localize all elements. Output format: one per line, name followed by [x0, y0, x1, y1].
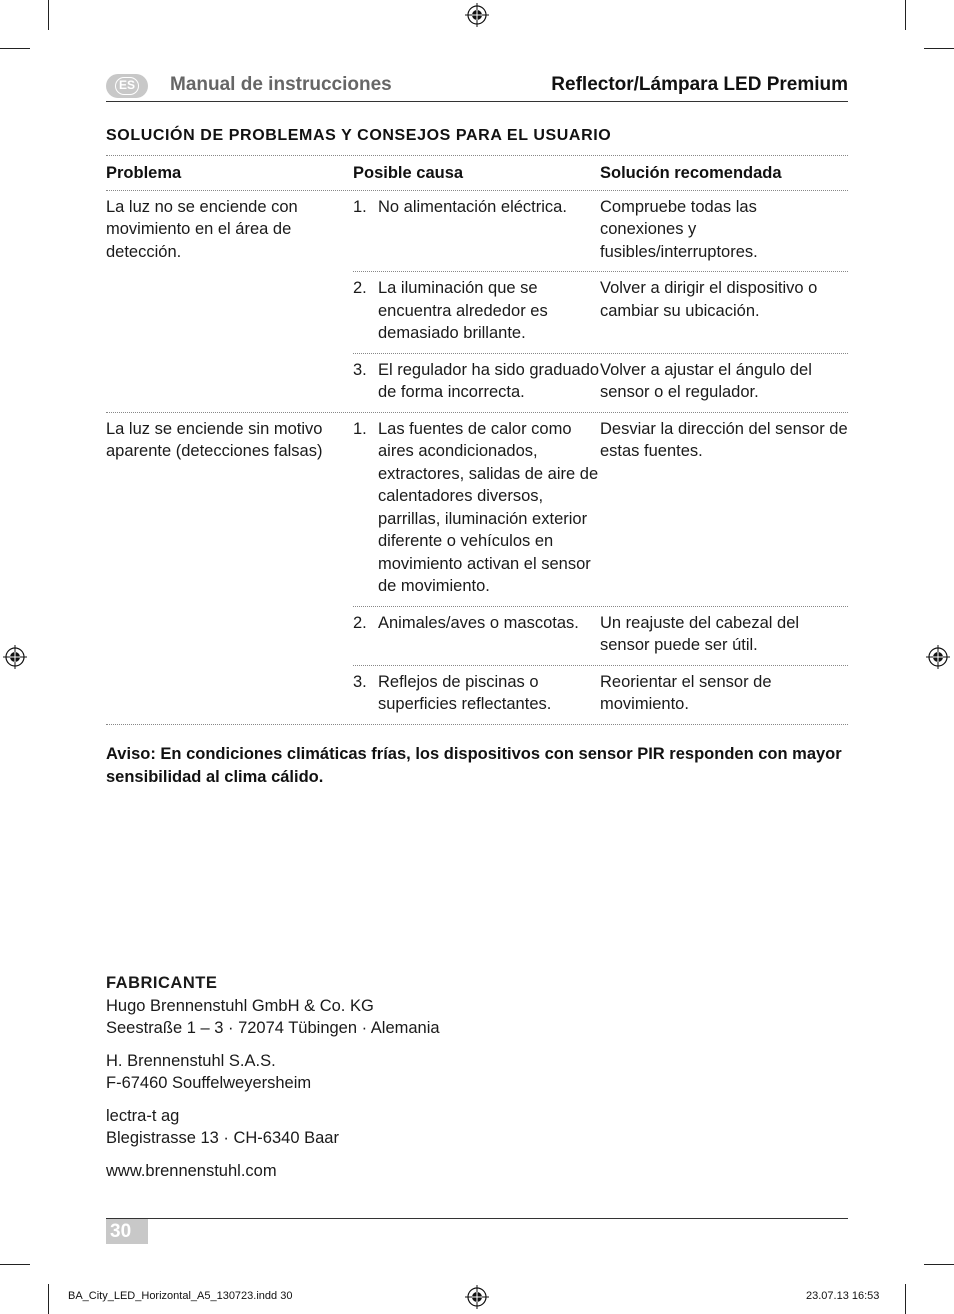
section-title: SOLUCIÓN DE PROBLEMAS Y CONSEJOS PARA EL USUARIO	[106, 127, 612, 144]
registration-mark-icon	[465, 1285, 489, 1309]
cause-row	[353, 606, 848, 665]
slug-filename: BA_City_LED_Horizontal_A5_130723.indd 30	[68, 1290, 293, 1302]
footer-rule	[106, 1218, 848, 1219]
company-name: Hugo Brennenstuhl GmbH & Co. KG	[106, 996, 374, 1015]
company-name: H. Brennenstuhl S.A.S.	[106, 1051, 276, 1070]
company-address: Blegistrasse 13 · CH-6340 Baar	[106, 1129, 339, 1147]
registration-mark-icon	[3, 645, 27, 669]
crop-mark	[924, 48, 954, 49]
website-link[interactable]: www.brennenstuhl.com	[106, 1161, 277, 1180]
crop-mark	[0, 48, 30, 49]
crop-mark	[924, 1264, 954, 1265]
crop-mark	[905, 1284, 906, 1314]
problem-cell: La luz se enciende sin motivo aparente (detecciones falsas)	[106, 419, 323, 460]
manufacturer-label: FABRICANTE	[106, 974, 218, 992]
cause-text: Reflejos de piscinas o superficies reflectantes.	[378, 672, 552, 713]
language-code: ES	[115, 77, 139, 95]
cause-row	[353, 665, 848, 724]
cause-row	[353, 413, 848, 606]
solution-cell: Compruebe todas las conexiones y fusibles/interruptores.	[600, 197, 758, 261]
problem-cell: La luz no se enciende con movimiento en el área de detección.	[106, 197, 298, 261]
cause-text: Las fuentes de calor como aires acondicionados, extractores, salidas de aire de calentadores diversos, parrillas, iluminación exterior diferente o vehículos en movimiento activan el sensor de movimiento.	[378, 419, 599, 595]
troubleshooting-table	[106, 155, 848, 725]
language-badge	[106, 74, 148, 98]
cause-row	[353, 353, 848, 412]
company-name: lectra-t ag	[106, 1106, 180, 1125]
notice-text: Aviso: En condiciones climáticas frías, los dispositivos con sensor PIR responden con mayor sensibilidad al clima cálido.	[106, 745, 842, 786]
solution-cell: Volver a dirigir el dispositivo o cambiar su ubicación.	[600, 279, 818, 320]
table-header-row	[106, 155, 848, 190]
registration-mark-icon	[465, 3, 489, 27]
cause-number: 2.	[353, 279, 367, 297]
cause-row	[353, 191, 848, 272]
crop-mark	[48, 0, 49, 30]
column-header-cause: Posible causa	[353, 164, 464, 182]
cause-number: 1.	[353, 419, 367, 438]
manual-title: Manual de instrucciones	[170, 74, 392, 95]
table-row	[106, 412, 848, 725]
registration-mark-icon	[926, 645, 950, 669]
company-address: Seestraße 1 – 3 · 72074 Tübingen · Alemania	[106, 1019, 440, 1037]
cause-text: La iluminación que se encuentra alrededor es demasiado brillante.	[378, 279, 548, 342]
crop-mark	[905, 0, 906, 30]
cause-number: 3.	[353, 672, 367, 691]
column-header-problem: Problema	[106, 164, 182, 182]
solution-cell: Desviar la dirección del sensor de estas fuentes.	[600, 419, 848, 460]
company-address: F-67460 Souffelweyersheim	[106, 1074, 312, 1092]
crop-mark	[48, 1284, 49, 1314]
product-title: Reflector/Lámpara LED Premium	[551, 74, 848, 95]
column-header-solution: Solución recomendada	[600, 164, 782, 182]
slug-date: 23.07.13 16:53	[806, 1290, 880, 1302]
table-row	[106, 190, 848, 412]
cause-text: No alimentación eléctrica.	[378, 197, 567, 216]
manufacturer-block	[106, 972, 440, 1192]
cause-row	[353, 271, 848, 353]
crop-mark	[0, 1264, 30, 1265]
cause-text: El regulador ha sido graduado de forma incorrecta.	[378, 360, 600, 401]
solution-cell: Un reajuste del cabezal del sensor puede ser útil.	[600, 613, 800, 654]
solution-cell: Reorientar el sensor de movimiento.	[600, 672, 772, 713]
page-number: 30	[106, 1219, 148, 1244]
cause-number: 2.	[353, 613, 367, 632]
cause-text: Animales/aves o mascotas.	[378, 613, 579, 632]
cause-number: 3.	[353, 360, 367, 379]
page-header	[106, 72, 848, 102]
cause-number: 1.	[353, 197, 367, 216]
solution-cell: Volver a ajustar el ángulo del sensor o el regulador.	[600, 360, 812, 401]
